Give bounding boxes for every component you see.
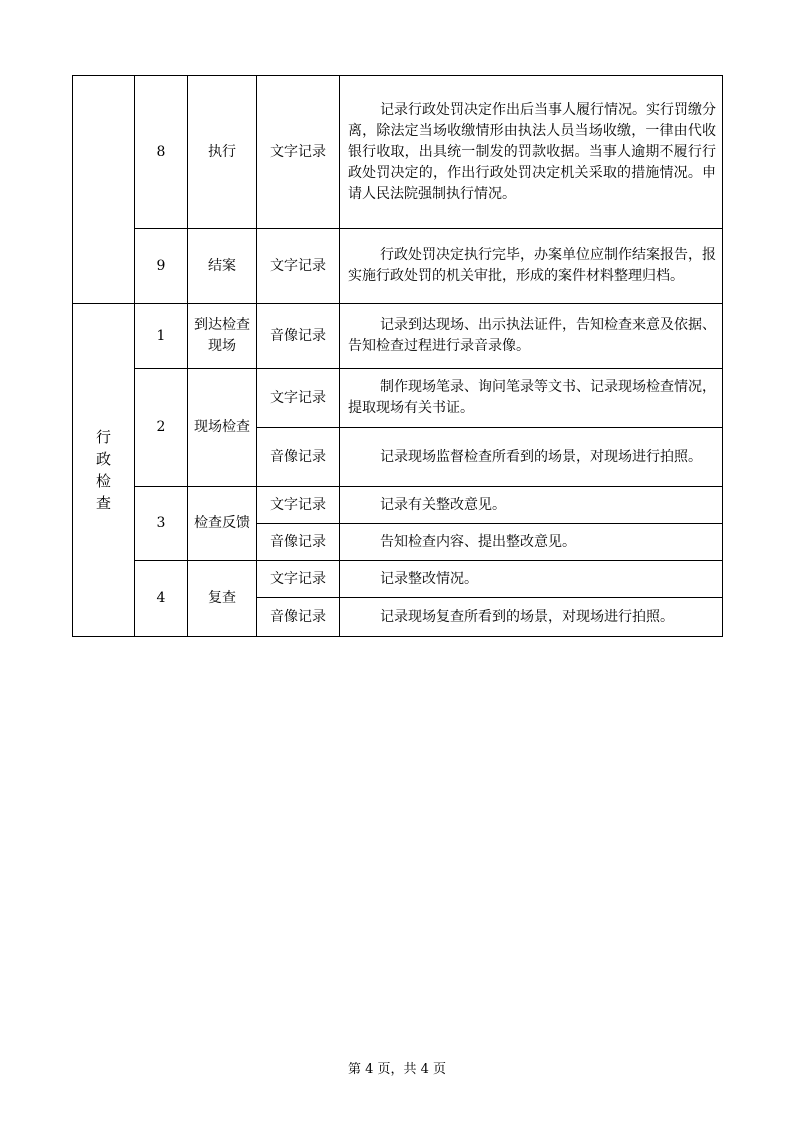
description-text: 记录有关整改意见。 (380, 496, 506, 513)
item-number: 3 (135, 487, 188, 561)
row-number: 8 (135, 76, 188, 229)
stage-name: 结案 (188, 229, 257, 304)
record-description (340, 428, 723, 487)
record-type: 文字记录 (257, 369, 340, 428)
record-type: 文字记录 (257, 76, 340, 229)
description-text: 告知检查内容、提出整改意见。 (380, 533, 576, 550)
record-description (340, 561, 723, 598)
record-type: 文字记录 (257, 561, 340, 598)
category-cell-empty (73, 76, 135, 304)
record-description (340, 524, 723, 561)
table-row (73, 487, 723, 524)
record-type: 音像记录 (257, 304, 340, 369)
table-row (73, 229, 723, 304)
table-row (73, 76, 723, 229)
description-text: 行政处罚决定执行完毕，办案单位应制作结案报告，报实施行政处罚的机关审批，形成的案件材料整理归档。 (348, 247, 716, 284)
item-number: 4 (135, 561, 188, 637)
description-text: 记录现场复查所看到的场景，对现场进行拍照。 (380, 608, 674, 625)
record-description (340, 76, 723, 229)
record-type: 音像记录 (257, 598, 340, 637)
record-type: 音像记录 (257, 524, 340, 561)
description-text: 记录整改情况。 (380, 570, 478, 587)
description-text: 制作现场笔录、询问笔录等文书、记录现场检查情况，提取现场有关书证。 (348, 379, 716, 416)
stage-name: 检查反馈 (188, 487, 257, 561)
stage-name: 执行 (188, 76, 257, 229)
record-description (340, 598, 723, 637)
stage-name: 现场检查 (188, 369, 257, 487)
table-row (73, 561, 723, 598)
record-type: 文字记录 (257, 229, 340, 304)
stage-name: 复查 (188, 561, 257, 637)
stage-name: 到达检查现场 (188, 304, 257, 369)
category-cell (73, 304, 135, 637)
description-text: 记录现场监督检查所看到的场景，对现场进行拍照。 (380, 448, 702, 465)
record-description (340, 369, 723, 428)
description-text: 记录到达现场、出示执法证件，告知检查来意及依据、告知检查过程进行录音录像。 (348, 317, 716, 354)
records-table (72, 75, 723, 637)
table-row (73, 369, 723, 428)
page-footer: 第 4 页，共 4 页 (347, 1062, 447, 1077)
row-number: 9 (135, 229, 188, 304)
record-description (340, 487, 723, 524)
item-number: 1 (135, 304, 188, 369)
record-description (340, 304, 723, 369)
category-label: 行政检查 (95, 427, 111, 512)
record-description (340, 229, 723, 304)
table-row (73, 304, 723, 369)
record-type: 音像记录 (257, 428, 340, 487)
record-type: 文字记录 (257, 487, 340, 524)
description-text: 记录行政处罚决定作出后当事人履行情况。实行罚缴分离，除法定当场收缴情形由执法人员当场收缴，一律由代收银行收取，出具统一制发的罚款收据。当事人逾期不履行行政处罚决定的，作出行政处罚决定机关采取的措施情况。申请人民法院强制执行情况。 (348, 101, 716, 202)
item-number: 2 (135, 369, 188, 487)
